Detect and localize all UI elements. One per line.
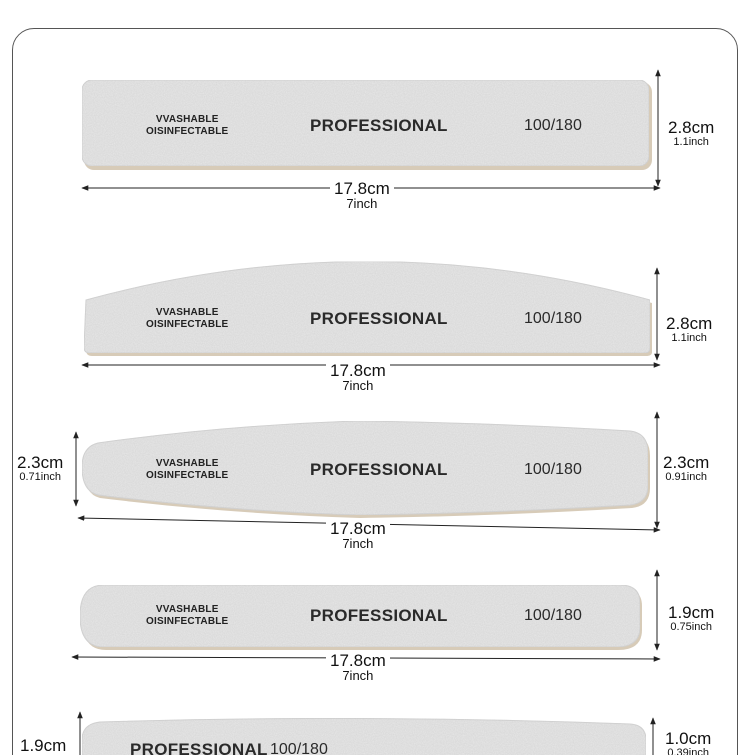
file-3-right-width-label bbox=[663, 454, 709, 483]
file-2-grit: 100/180 bbox=[524, 310, 582, 327]
file-2-length-cm: 17.8cm bbox=[330, 361, 386, 380]
file-2-washable-text: VVASHABLE bbox=[155, 307, 219, 318]
file-3-right-width-cm: 2.3cm bbox=[663, 453, 710, 472]
file-4-washable-label bbox=[146, 604, 228, 628]
file-3-washable-label bbox=[146, 458, 228, 482]
file-3-right-width-in: 0.91inch bbox=[665, 471, 707, 483]
file-5-grit: 100/180 bbox=[270, 741, 328, 755]
file-3-disinfectable-text: OISINFECTABLE bbox=[146, 470, 229, 481]
file-1-washable-text: VVASHABLE bbox=[155, 114, 219, 125]
file-5-left-width-cm: 1.9cm bbox=[20, 736, 67, 755]
file-4-brand: PROFESSIONAL bbox=[310, 606, 448, 625]
file-2-length-label bbox=[326, 362, 390, 392]
file-5-right-width-label bbox=[665, 730, 711, 755]
file-5-right-width-cm: 1.0cm bbox=[665, 729, 712, 748]
file-1-width-cm: 2.8cm bbox=[668, 118, 715, 137]
file-4-width-label bbox=[668, 604, 714, 633]
file-2-width-cm: 2.8cm bbox=[666, 314, 713, 333]
file-2-width-in: 1.1inch bbox=[671, 332, 707, 344]
file-2-length-in: 7inch bbox=[342, 378, 374, 393]
file-5-right-width-in: 0.39inch bbox=[667, 747, 709, 755]
file-4-disinfectable-text: OISINFECTABLE bbox=[146, 616, 229, 627]
file-2-width-label bbox=[666, 315, 712, 344]
file-3-brand: PROFESSIONAL bbox=[310, 460, 448, 479]
file-1-length-cm: 17.8cm bbox=[334, 179, 390, 198]
file-5-left-width-label bbox=[20, 737, 66, 754]
file-3-length-in: 7inch bbox=[342, 536, 374, 551]
file-4-width-cm: 1.9cm bbox=[668, 603, 715, 622]
file-3-grit: 100/180 bbox=[524, 461, 582, 478]
file-2-disinfectable-text: OISINFECTABLE bbox=[146, 319, 229, 330]
file-1-length-label bbox=[330, 180, 394, 210]
file-1-length-in: 7inch bbox=[346, 196, 378, 211]
file-3-length-cm: 17.8cm bbox=[330, 519, 386, 538]
file-1-width-in: 1.1inch bbox=[673, 136, 709, 148]
file-2-washable-label bbox=[146, 307, 228, 331]
file-1-brand: PROFESSIONAL bbox=[310, 116, 448, 135]
file-3-length-label bbox=[326, 520, 390, 550]
file-3-washable-text: VVASHABLE bbox=[155, 458, 219, 469]
file-1-washable-label bbox=[146, 114, 228, 138]
file-4-length-label bbox=[326, 652, 390, 682]
file-4-grit: 100/180 bbox=[524, 607, 582, 624]
file-4-length-in: 7inch bbox=[342, 668, 374, 683]
file-4-length-cm: 17.8cm bbox=[330, 651, 386, 670]
file-1-grit: 100/180 bbox=[524, 117, 582, 134]
file-1-disinfectable-text: OISINFECTABLE bbox=[146, 126, 229, 137]
file-2-brand: PROFESSIONAL bbox=[310, 309, 448, 328]
file-5-brand: PROFESSIONAL bbox=[130, 740, 268, 755]
file-1-width-label bbox=[668, 119, 714, 148]
file-3-left-width-in: 0.71inch bbox=[19, 471, 61, 483]
file-3-left-width-cm: 2.3cm bbox=[17, 453, 64, 472]
file-4-width-in: 0.75inch bbox=[670, 621, 712, 633]
file-3-left-width-label bbox=[17, 454, 63, 483]
file-4-washable-text: VVASHABLE bbox=[155, 604, 219, 615]
